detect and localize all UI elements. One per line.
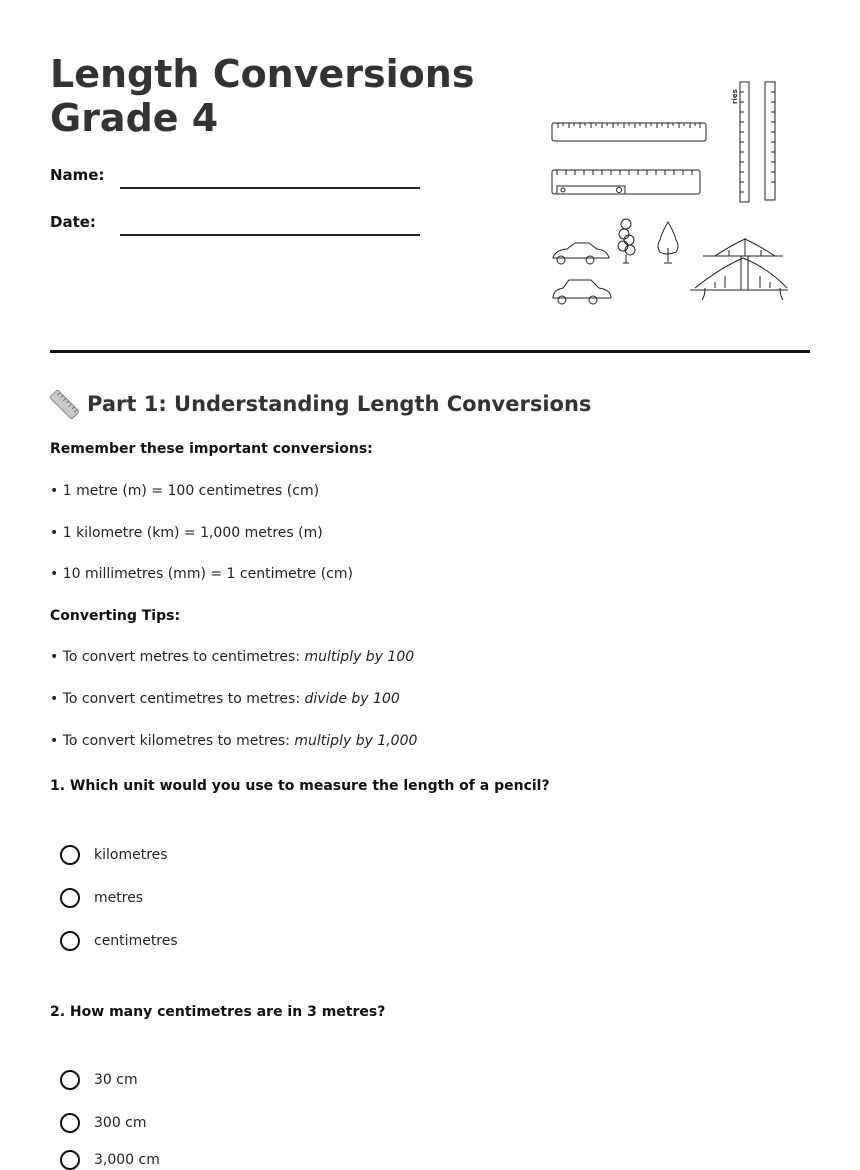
q1-option-kilometres[interactable] [60, 845, 168, 865]
vertical-ruler-icon [740, 82, 775, 202]
option-label: 3,000 cm [94, 1152, 160, 1168]
q2-option-30cm[interactable] [60, 1070, 138, 1090]
section-title: Part 1: Understanding Length Conversions [87, 392, 592, 416]
option-label: centimetres [94, 933, 178, 949]
tip-item [50, 733, 417, 749]
measurement-clipart [545, 78, 795, 308]
ruler-icon [552, 123, 706, 141]
option-label: 30 cm [94, 1072, 138, 1088]
part-1-heading [50, 388, 591, 420]
header-divider [50, 350, 810, 353]
tip-action: divide by 100 [304, 691, 400, 707]
title-line-2: Grade 4 [50, 96, 219, 140]
tip-item [50, 649, 414, 665]
radio-button[interactable] [60, 888, 80, 908]
q2-option-3000cm[interactable] [60, 1150, 160, 1170]
option-label: metres [94, 890, 144, 906]
tip-prefix: • To convert metres to centimetres: [50, 649, 305, 665]
conversion-item: • 1 kilometre (km) = 1,000 metres (m) [50, 525, 323, 541]
radio-button[interactable] [60, 1113, 80, 1133]
bridge-icon [690, 238, 788, 300]
ruler-icon [552, 170, 700, 194]
remember-heading: Remember these important conversions: [50, 441, 373, 457]
question-2: 2. How many centimetres are in 3 metres? [50, 1004, 386, 1020]
tip-prefix: • To convert centimetres to metres: [50, 691, 305, 707]
name-label: Name: [50, 166, 105, 184]
q1-option-metres[interactable] [60, 888, 143, 908]
date-label: Date: [50, 213, 96, 231]
tip-action: multiply by 100 [304, 649, 415, 665]
option-label: kilometres [94, 847, 168, 863]
date-input-line[interactable] [120, 234, 420, 236]
radio-button[interactable] [60, 845, 80, 865]
q1-option-centimetres[interactable] [60, 931, 178, 951]
radio-button[interactable] [60, 1070, 80, 1090]
radio-button[interactable] [60, 1150, 80, 1170]
ruler-icon [50, 390, 79, 419]
option-label: 300 cm [94, 1115, 147, 1131]
title-line-1: Length Conversions [50, 52, 475, 96]
tree-icon [618, 219, 678, 263]
conversion-item: • 10 millimetres (mm) = 1 centimetre (cm) [50, 566, 353, 582]
tip-item [50, 691, 400, 707]
name-input-line[interactable] [120, 187, 420, 189]
radio-button[interactable] [60, 931, 80, 951]
page-title [50, 52, 474, 140]
tip-action: multiply by 1,000 [294, 733, 418, 749]
ruler-label: ries [731, 89, 739, 104]
q2-option-300cm[interactable] [60, 1113, 147, 1133]
conversion-item: • 1 metre (m) = 100 centimetres (cm) [50, 483, 320, 499]
car-icon [553, 243, 611, 304]
question-1: 1. Which unit would you use to measure the length of a pencil? [50, 778, 550, 794]
tips-heading: Converting Tips: [50, 608, 181, 624]
tip-prefix: • To convert kilometres to metres: [50, 733, 295, 749]
